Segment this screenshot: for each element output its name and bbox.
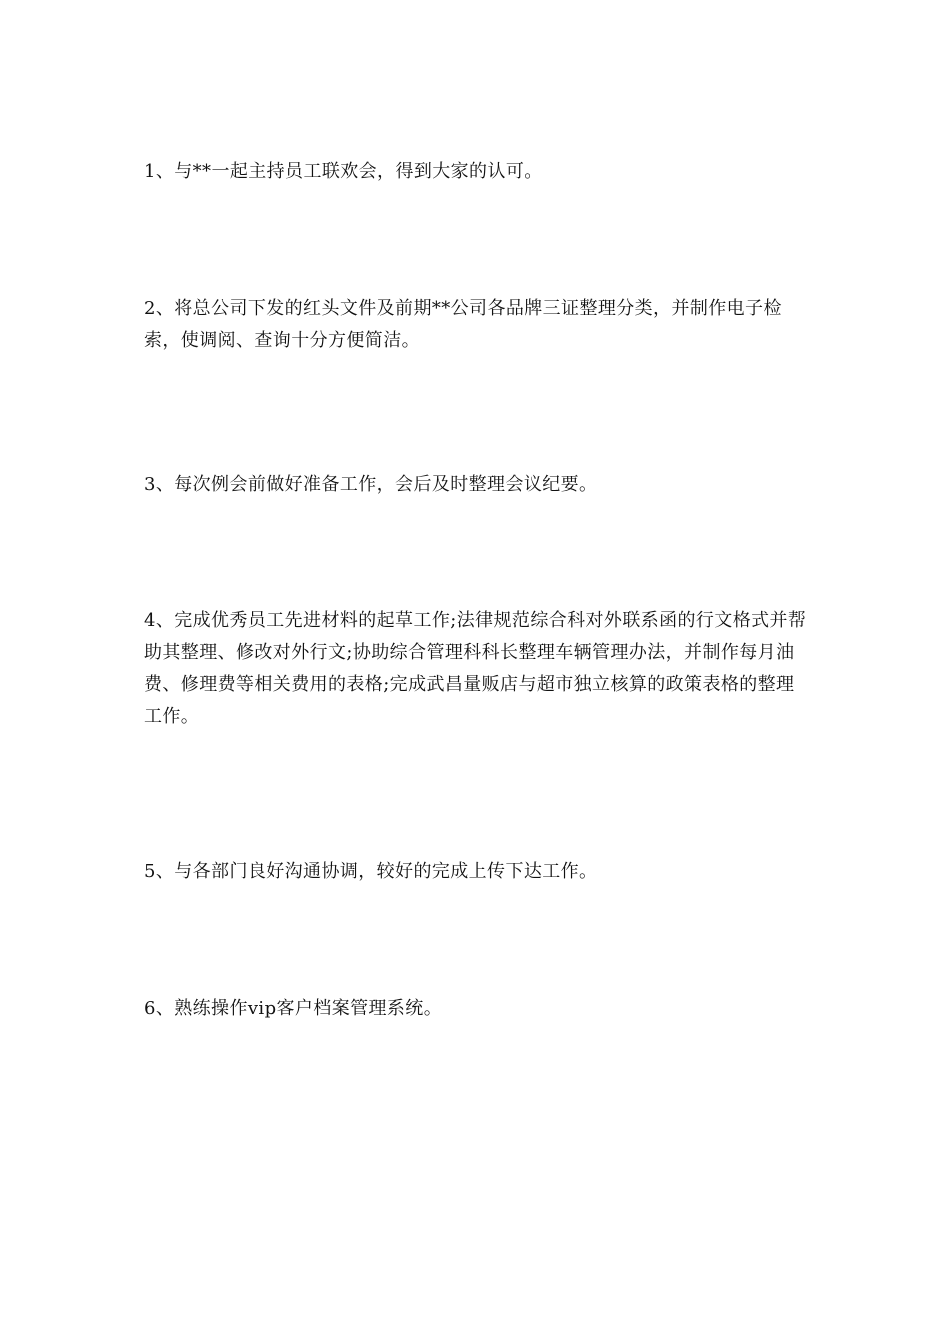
paragraph-1: 1、与**一起主持员工联欢会，得到大家的认可。: [144, 161, 543, 182]
paragraph-3: 3、每次例会前做好准备工作，会后及时整理会议纪要。: [144, 474, 598, 495]
paragraph-6: 6、熟练操作vip客户档案管理系统。: [144, 998, 443, 1019]
paragraph-4: 4、完成优秀员工先进材料的起草工作;法律规范综合科对外联系函的行文格式并帮助其整理、修改对外行文;协助综合管理科科长整理车辆管理办法，并制作每月油费、修理费等相关费用的表格;完成武昌量贩店与超市独立核算的政策表格的整理工作。: [144, 610, 807, 727]
paragraph-5: 5、与各部门良好沟通协调，较好的完成上传下达工作。: [144, 861, 598, 882]
paragraph-2: 2、将总公司下发的红头文件及前期**公司各品牌三证整理分类，并制作电子检索，使调阅、查询十分方便简洁。: [144, 298, 782, 351]
